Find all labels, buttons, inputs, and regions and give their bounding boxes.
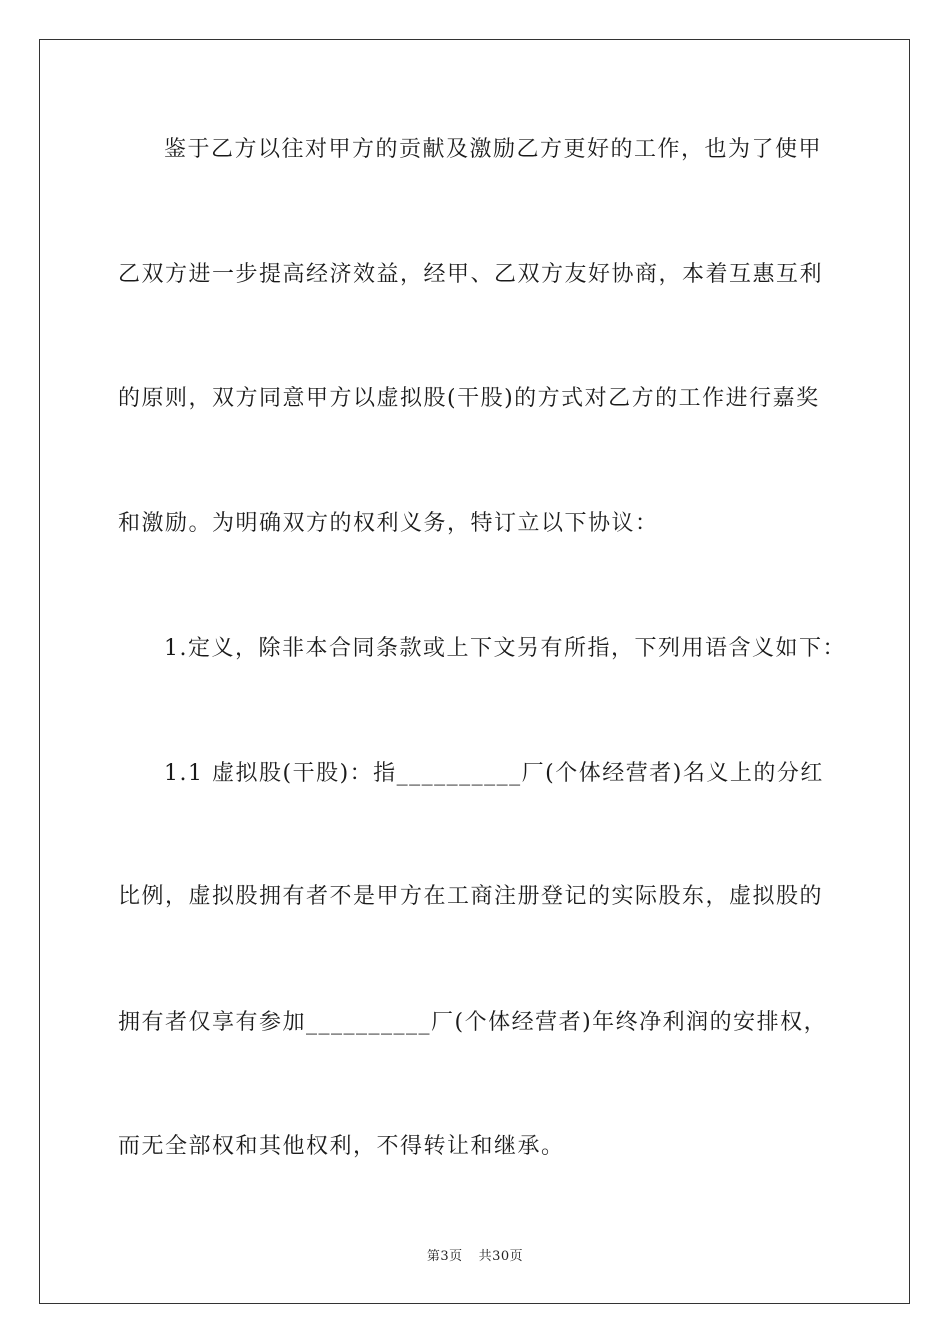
- clause-1-heading: 1.定义，除非本合同条款或上下文另有所指，下列用语含义如下：: [164, 636, 846, 661]
- paragraph-line-3: 的原则，双方同意甲方以虚拟股(干股)的方式对乙方的工作进行嘉奖: [118, 386, 820, 411]
- paragraph-line-4: 和激励。为明确双方的权利义务，特订立以下协议：: [118, 511, 659, 536]
- clause-1-1-line-3: 拥有者仅享有参加__________厂(个体经营者)年终净利润的安排权，: [118, 1010, 828, 1035]
- page-border: [39, 39, 910, 1304]
- clause-1-1-line-1: 1.1 虚拟股(干股)：指__________厂(个体经营者)名义上的分红: [164, 761, 824, 786]
- page-footer: [0, 1248, 950, 1266]
- clause-1-1-line-4: 而无全部权和其他权利，不得转让和继承。: [118, 1134, 565, 1159]
- page-number: 第3页: [426, 1249, 463, 1264]
- paragraph-line-2: 乙双方进一步提高经济效益，经甲、乙双方友好协商，本着互惠互利: [118, 262, 824, 287]
- clause-1-1-line-2: 比例，虚拟股拥有者不是甲方在工商注册登记的实际股东，虚拟股的: [118, 884, 824, 909]
- paragraph-line-1: 鉴于乙方以往对甲方的贡献及激励乙方更好的工作，也为了使甲: [164, 137, 823, 162]
- page-total: 共30页: [478, 1249, 524, 1264]
